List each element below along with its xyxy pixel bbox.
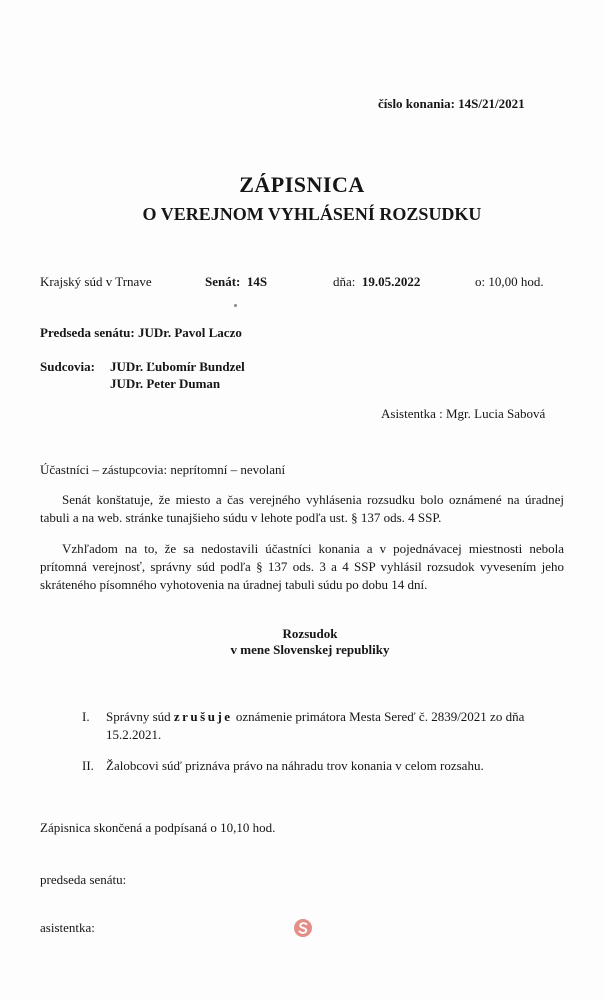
scan-speck bbox=[234, 304, 237, 307]
date-label: dňa: bbox=[333, 274, 356, 289]
document-subtitle: O VEREJNOM VYHLÁSENÍ ROZSUDKU bbox=[142, 204, 482, 224]
senate-field bbox=[205, 274, 267, 290]
date-value: 19.05.2022 bbox=[361, 274, 421, 289]
assistant-name: Asistentka : Mgr. Lucia Sabová bbox=[381, 406, 546, 421]
document-title: ZÁPISNICA bbox=[239, 172, 365, 197]
judge-1: JUDr. Ľubomír Bundzel bbox=[110, 359, 245, 374]
verdict-item-text-end: oznámenie primátora Mesta Sereď č. 2839/2021 zo dňa 15.2.2021. bbox=[106, 709, 525, 742]
closing-statement: Zápisnica skončená a podpísaná o 10,10 hod. bbox=[40, 820, 276, 835]
verdict-item-emphasis: zrušuje bbox=[173, 709, 233, 724]
judges-label: Sudcovia: bbox=[40, 359, 95, 374]
paragraph-publication: Vzhľadom na to, že sa nedostavili účastníci konania a v pojednávacej miestnosti nebola prítomná verejnosť, správny súd podľa § 137 ods. 3 a 4 SSP vyhlásil rozsudok vyvesením jeho skráteného písomného vyhotovenia na úradnej tabuli súdu po dobu 14 dní. bbox=[40, 541, 564, 592]
verdict-item-text bbox=[106, 708, 576, 744]
participants-line: Účastníci – zástupcovia: neprítomní – nevolaní bbox=[40, 462, 286, 477]
presiding-judge: Predseda senátu: JUDr. Pavol Laczo bbox=[40, 325, 242, 340]
judge-2: JUDr. Peter Duman bbox=[110, 376, 221, 391]
verdict-item-number: I. bbox=[82, 709, 90, 724]
senate-label: Senát: bbox=[205, 274, 241, 289]
date-field bbox=[333, 274, 420, 290]
red-s-logo-icon bbox=[293, 918, 313, 938]
court-name: Krajský súd v Trnave bbox=[40, 274, 152, 289]
verdict-title: Rozsudok bbox=[282, 626, 338, 641]
verdict-subtitle: v mene Slovenskej republiky bbox=[230, 642, 390, 657]
case-number: číslo konania: 14S/21/2021 bbox=[378, 96, 525, 111]
signature-assistant-label: asistentka: bbox=[40, 920, 95, 935]
signature-presiding-label: predseda senátu: bbox=[40, 872, 127, 887]
verdict-item-text: Žalobcovi súď priznáva právo na náhradu trov konania v celom rozsahu. bbox=[106, 758, 484, 773]
verdict-item-text-start: Správny súd bbox=[106, 709, 174, 724]
senate-value: 14S bbox=[246, 274, 268, 289]
session-time: o: 10,00 hod. bbox=[475, 274, 544, 289]
paragraph-announcement: Senát konštatuje, že miesto a čas verejného vyhlásenia rozsudku bolo oznámené na úradnej tabuli a na web. stránke tunajšieho súdu v lehote podľa ust. § 137 ods. 4 SSP. bbox=[40, 492, 564, 525]
verdict-item-number: II. bbox=[82, 758, 94, 773]
